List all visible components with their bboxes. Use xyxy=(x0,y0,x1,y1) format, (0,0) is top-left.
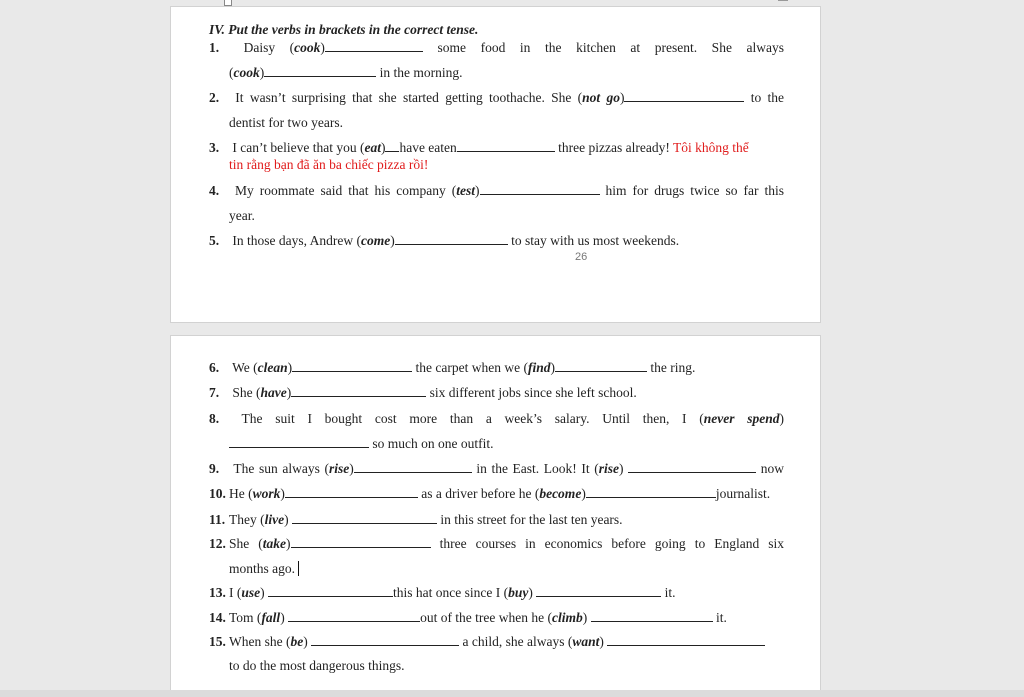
exercise-item-14 xyxy=(209,609,784,626)
item-text: in the morning. xyxy=(379,65,463,80)
item-number: 15. xyxy=(209,634,226,649)
item-text: now xyxy=(760,461,785,476)
answer-blank[interactable] xyxy=(480,182,600,195)
item-text: ) xyxy=(475,183,480,198)
item-text: I can’t believe that you ( xyxy=(232,140,365,155)
exercise-item-3 xyxy=(209,139,784,156)
item-text: We ( xyxy=(232,360,258,375)
item-text: to do the most dangerous things. xyxy=(229,658,405,673)
answer-blank[interactable] xyxy=(555,359,647,372)
item-text: ) xyxy=(349,461,354,476)
item-number: 1. xyxy=(209,40,220,55)
exercise-item-4-continued xyxy=(209,207,784,224)
answer-blank[interactable] xyxy=(457,139,555,152)
item-text: six different jobs since she left school. xyxy=(429,385,637,400)
item-text: ) xyxy=(581,486,586,501)
item-text: some food in the kitchen at present. She always xyxy=(437,40,785,55)
answer-blank[interactable] xyxy=(292,511,437,524)
answer-blank[interactable] xyxy=(311,633,459,646)
exercise-item-15-continued xyxy=(209,657,784,674)
item-text: three courses in economics before going to England six xyxy=(439,536,785,551)
answer-blank[interactable] xyxy=(395,232,508,245)
answer-blank[interactable] xyxy=(264,64,376,77)
item-text: in the East. Look! It ( xyxy=(476,461,599,476)
item-text: I ( xyxy=(229,585,242,600)
text-cursor xyxy=(298,561,299,576)
answer-blank[interactable] xyxy=(624,89,744,102)
item-text: ) xyxy=(380,140,386,155)
exercise-item-15 xyxy=(209,633,784,650)
item-text: ) xyxy=(320,40,325,55)
item-number: 9. xyxy=(209,461,220,476)
item-number: 4. xyxy=(209,183,220,198)
verb-hint: never spend xyxy=(703,411,780,426)
answer-blank[interactable] xyxy=(229,435,369,448)
verb-hint: become xyxy=(539,486,582,501)
answer-blank[interactable] xyxy=(354,460,472,473)
item-text: ) xyxy=(550,360,556,375)
item-text: ) xyxy=(582,610,588,625)
item-text: ) xyxy=(287,360,293,375)
verb-hint: take xyxy=(262,536,287,551)
item-text: She ( xyxy=(229,536,263,551)
item-number: 2. xyxy=(209,90,220,105)
item-text: as a driver before he ( xyxy=(421,486,540,501)
verb-hint: rise xyxy=(598,461,620,476)
answer-blank[interactable] xyxy=(291,384,426,397)
verb-hint: cook xyxy=(294,40,321,55)
item-text: so much on one outfit. xyxy=(372,436,494,451)
answer-blank[interactable] xyxy=(288,609,420,622)
item-text: ) xyxy=(286,536,291,551)
viewport-bottom-edge xyxy=(0,690,1024,697)
item-text: ) xyxy=(259,65,265,80)
verb-hint: work xyxy=(252,486,281,501)
item-text: ) xyxy=(619,90,625,105)
exercise-heading: IV. Put the verbs in brackets in the correct tense. xyxy=(209,22,479,37)
exercise-item-1 xyxy=(209,39,784,56)
verb-hint: eat xyxy=(364,140,381,155)
item-text: ) xyxy=(619,461,624,476)
answer-blank[interactable] xyxy=(285,485,418,498)
answer-blank[interactable] xyxy=(385,139,399,152)
exercise-item-9 xyxy=(209,460,784,477)
item-text: in this street for the last ten years. xyxy=(440,512,623,527)
item-text: My roommate said that his company ( xyxy=(235,183,457,198)
item-text: a child, she always ( xyxy=(462,634,573,649)
item-text: this hat once since I ( xyxy=(393,585,509,600)
verb-hint: not go xyxy=(582,90,620,105)
item-text: ) xyxy=(599,634,604,649)
exercise-item-8 xyxy=(209,410,784,427)
item-text: out of the tree when he ( xyxy=(420,610,553,625)
verb-hint: find xyxy=(528,360,551,375)
answer-blank[interactable] xyxy=(291,535,431,548)
answer-blank[interactable] xyxy=(607,633,765,646)
item-text: year. xyxy=(229,208,255,223)
item-number: 5. xyxy=(209,233,220,248)
exercise-item-7 xyxy=(209,384,784,401)
verb-hint: have xyxy=(260,385,287,400)
item-text: ) xyxy=(280,486,285,501)
item-text: three pizzas already! xyxy=(558,140,670,155)
exercise-item-2-continued xyxy=(209,114,784,131)
page-edge-mark xyxy=(778,0,788,1)
verb-hint: be xyxy=(290,634,304,649)
item-text: When she ( xyxy=(229,634,291,649)
exercise-item-10 xyxy=(209,485,784,502)
exercise-item-5 xyxy=(209,232,784,249)
answer-blank[interactable] xyxy=(586,485,716,498)
item-text: The suit I bought cost more than a week’s salary. Until then, I ( xyxy=(241,411,704,426)
item-text: They ( xyxy=(229,512,265,527)
item-text: ) xyxy=(260,585,265,600)
verb-hint: fall xyxy=(261,610,281,625)
item-text: In those days, Andrew ( xyxy=(232,233,361,248)
exercise-item-11 xyxy=(209,511,784,528)
item-number: 7. xyxy=(209,385,220,400)
exercise-item-3-translation xyxy=(209,156,784,173)
answer-blank[interactable] xyxy=(268,584,393,597)
item-number: 12. xyxy=(209,536,226,551)
item-number: 14. xyxy=(209,610,226,625)
item-text: the carpet when we ( xyxy=(415,360,528,375)
answer-blank[interactable] xyxy=(591,609,713,622)
verb-hint: come xyxy=(360,233,391,248)
item-number: 13. xyxy=(209,585,226,600)
item-number: 8. xyxy=(209,411,220,426)
item-text: it. xyxy=(664,585,676,600)
item-text: ( xyxy=(229,65,234,80)
page-number: 26 xyxy=(575,251,588,263)
exercise-item-13 xyxy=(209,584,784,601)
verb-hint: cook xyxy=(233,65,260,80)
answer-blank[interactable] xyxy=(292,359,412,372)
verb-hint: rise xyxy=(328,461,350,476)
item-text: months ago. xyxy=(229,561,295,576)
item-text: journalist. xyxy=(715,486,771,501)
verb-hint: test xyxy=(456,183,476,198)
item-text: to the xyxy=(750,90,785,105)
item-text: the ring. xyxy=(650,360,696,375)
item-text: Tom ( xyxy=(229,610,262,625)
translation-note: Tôi không thể xyxy=(673,140,749,155)
exercise-item-6 xyxy=(209,359,784,376)
item-text: The sun always ( xyxy=(233,461,329,476)
item-text: ) xyxy=(528,585,533,600)
exercise-item-12 xyxy=(209,535,784,552)
item-text: She ( xyxy=(232,385,261,400)
item-text: ) xyxy=(303,634,308,649)
answer-blank[interactable] xyxy=(628,460,756,473)
item-text: It wasn’t surprising that she started getting toothache. She ( xyxy=(235,90,583,105)
item-text: dentist for two years. xyxy=(229,115,343,130)
answer-blank[interactable] xyxy=(536,584,661,597)
exercise-item-1-continued xyxy=(209,64,784,81)
item-text: Daisy ( xyxy=(243,40,295,55)
verb-hint: buy xyxy=(508,585,529,600)
item-text: to stay with us most weekends. xyxy=(511,233,680,248)
item-text: He ( xyxy=(229,486,253,501)
verb-hint: clean xyxy=(257,360,288,375)
item-number: 11. xyxy=(209,512,226,527)
exercise-item-12-continued xyxy=(209,560,784,577)
item-text: it. xyxy=(716,610,727,625)
item-text: ) xyxy=(390,233,395,248)
filled-answer: have eaten xyxy=(399,140,457,155)
item-text: him for drugs twice so far this xyxy=(605,183,785,198)
item-text: ) xyxy=(286,385,292,400)
exercise-item-4 xyxy=(209,182,784,199)
item-number: 10. xyxy=(209,486,226,501)
item-text: ) xyxy=(284,512,289,527)
item-number: 6. xyxy=(209,360,220,375)
translation-note: tin rằng bạn đã ăn ba chiếc pizza rồi! xyxy=(229,157,429,172)
item-text: ) xyxy=(779,411,785,426)
verb-hint: want xyxy=(572,634,600,649)
verb-hint: live xyxy=(264,512,285,527)
item-text: ) xyxy=(280,610,285,625)
answer-blank[interactable] xyxy=(325,39,423,52)
verb-hint: use xyxy=(241,585,261,600)
exercise-item-2 xyxy=(209,89,784,106)
verb-hint: climb xyxy=(552,610,583,625)
item-number: 3. xyxy=(209,140,220,155)
exercise-item-8-continued xyxy=(209,435,784,452)
